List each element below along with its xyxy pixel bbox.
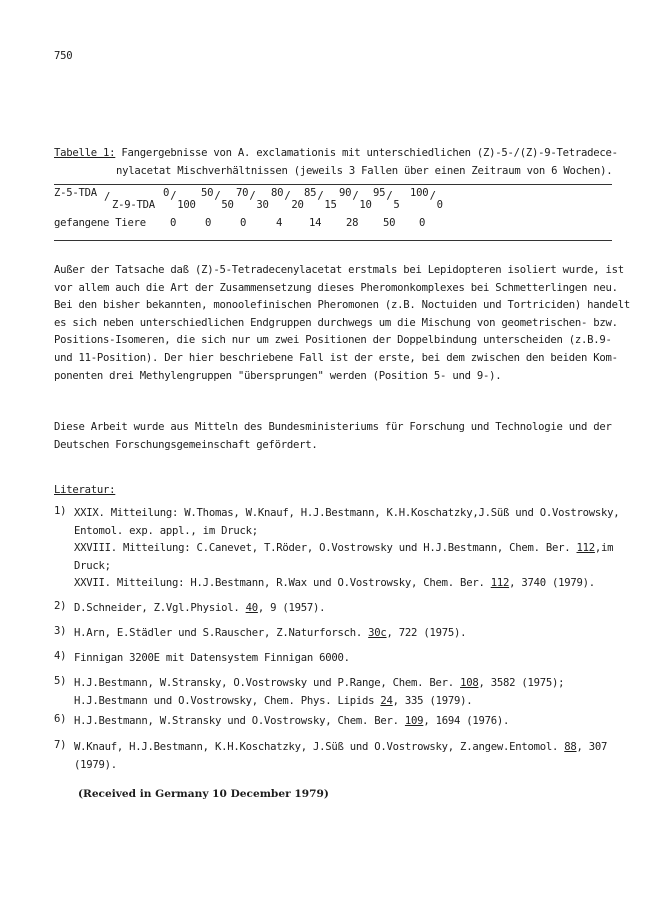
- reference-line: [74, 558, 619, 576]
- reference-segment: , 307: [576, 741, 608, 753]
- caption-line-2: nylacetat Mischverhältnissen (jeweils 3 Fallen über einen Zeitraum von 6 Wochen).: [116, 165, 613, 177]
- volume-number: 30c: [368, 627, 387, 639]
- ratio-numerator: 90: [339, 187, 352, 199]
- fraction-slash: /: [352, 190, 359, 202]
- reference-number: 4): [54, 650, 67, 662]
- reference-segment: Finnigan 3200E mit Datensystem Finnigan 6000.: [74, 652, 350, 664]
- body-paragraph-2: [54, 419, 616, 454]
- reference-segment: , 3582 (1975);: [478, 677, 565, 689]
- reference-line: [74, 693, 564, 711]
- reference-number: 5): [54, 675, 67, 687]
- fraction-slash: /: [284, 190, 291, 202]
- header-denominator: Z-9-TDA: [112, 199, 155, 211]
- ratio-numerator: 50: [201, 187, 214, 199]
- reference-number: 7): [54, 739, 67, 751]
- ratio-denominator: 30: [256, 199, 269, 211]
- reference-text: [74, 739, 607, 774]
- reference-line: [74, 600, 325, 618]
- count-cell: 50: [383, 217, 396, 229]
- ratio-denominator: 20: [291, 199, 304, 211]
- reference-segment: ,im: [594, 542, 614, 555]
- reference-line: [74, 713, 509, 731]
- table-top-rule: [54, 184, 612, 185]
- reference-segment: , 9 (1957).: [257, 602, 326, 614]
- reference-line: [74, 575, 619, 593]
- reference-segment: Druck;: [74, 559, 111, 572]
- ratio-numerator: 0: [163, 187, 170, 199]
- reference-text: [74, 505, 619, 593]
- ratio-denominator: 100: [177, 199, 196, 211]
- reference-line: [74, 505, 619, 523]
- reference-segment: H.J.Bestmann, W.Stransky und O.Vostrowsky, Chem. Ber.: [74, 715, 405, 727]
- count-cell: 4: [276, 217, 283, 229]
- volume-number: 88: [564, 741, 577, 753]
- fraction-slash: /: [170, 190, 177, 202]
- reference-number: 6): [54, 713, 67, 725]
- reference-line: [74, 625, 466, 643]
- paragraph-line: Bei den bisher bekannten, monoolefinischen Pheromonen (z.B. Noctuiden und Tortriciden) handelt: [54, 299, 631, 312]
- reference-line: [74, 523, 619, 541]
- fraction-slash: /: [317, 190, 324, 202]
- fraction-slash: /: [249, 190, 256, 202]
- reference-line: [74, 757, 607, 775]
- volume-number: 24: [380, 694, 393, 707]
- volume-number: 108: [460, 677, 479, 689]
- reference-segment: , 1694 (1976).: [423, 715, 510, 727]
- reference-segment: (1979).: [74, 758, 117, 771]
- ratio-numerator: 85: [304, 187, 317, 199]
- reference-line: [74, 675, 564, 693]
- count-cell: 14: [309, 217, 322, 229]
- volume-number: 112: [490, 577, 510, 590]
- body-paragraph-1: [54, 262, 631, 385]
- reference-line: [74, 650, 350, 668]
- volume-number: 40: [245, 602, 258, 614]
- reference-segment: H.J.Bestmann und O.Vostrowsky, Chem. Phys. Lipids: [74, 694, 381, 707]
- paragraph-line: Deutschen Forschungsgemeinschaft gefördert.: [54, 438, 318, 451]
- fraction-slash: /: [429, 190, 436, 202]
- reference-segment: H.Arn, E.Städler und S.Rauscher, Z.Naturforsch.: [74, 627, 369, 639]
- reference-segment: , 335 (1979).: [392, 694, 473, 707]
- reference-segment: XXIX. Mitteilung: W.Thomas, W.Knauf, H.J.Bestmann, K.H.Koschatzky,J.Süß und O.Vostrowsky,: [74, 507, 620, 519]
- reference-segment: W.Knauf, H.J.Bestmann, K.H.Koschatzky, J.Süß und O.Vostrowsky, Z.angew.Entomol.: [74, 741, 565, 753]
- count-cell: 0: [205, 217, 212, 229]
- reference-segment: H.J.Bestmann, W.Stransky, O.Vostrowsky und P.Range, Chem. Ber.: [74, 677, 461, 689]
- fraction-slash: /: [214, 190, 221, 202]
- reference-line: [74, 540, 619, 558]
- reference-number: 2): [54, 600, 67, 612]
- reference-text: [74, 625, 466, 643]
- ratio-denominator: 10: [359, 199, 372, 211]
- reference-segment: Entomol. exp. appl., im Druck;: [74, 524, 258, 537]
- table-caption: [54, 147, 618, 159]
- reference-line: [74, 739, 607, 757]
- reference-number: 1): [54, 505, 67, 517]
- count-cell: 28: [346, 217, 359, 229]
- ratio-numerator: 70: [236, 187, 249, 199]
- reference-text: [74, 675, 564, 710]
- paragraph-line: ponenten drei Methylengruppen "übersprungen" werden (Position 5- und 9-).: [54, 369, 502, 382]
- caption-line-1: Fangergebnisse von A. exclamationis mit unterschiedlichen (Z)-5-/(Z)-9-Tetradece-: [115, 147, 618, 159]
- reference-segment: D.Schneider, Z.Vgl.Physiol.: [74, 602, 246, 614]
- paragraph-line: Diese Arbeit wurde aus Mitteln des Bundesministeriums für Forschung und Technologie und der: [54, 421, 612, 433]
- table-bottom-rule: [54, 240, 612, 241]
- row-label: gefangene Tiere: [54, 217, 146, 229]
- paragraph-line: Positions-Isomeren, die sich nur um zwei Positionen der Doppelbindung unterscheiden (z.B.9-: [54, 334, 612, 347]
- literatur-heading: Literatur:: [54, 484, 116, 496]
- table-label: Tabelle 1:: [54, 147, 116, 159]
- reference-segment: , 722 (1975).: [386, 627, 467, 639]
- paragraph-line: und 11-Position). Der hier beschriebene Fall ist der erste, bei dem zwischen den beiden Kom-: [54, 351, 618, 364]
- reference-number: 3): [54, 625, 67, 637]
- count-cell: 0: [419, 217, 426, 229]
- fraction-slash: /: [104, 191, 111, 203]
- reference-segment: XXVIII. Mitteilung: C.Canevet, T.Röder, O.Vostrowsky und H.J.Bestmann, Chem. Ber.: [74, 542, 577, 555]
- ratio-denominator: 5: [393, 199, 400, 211]
- reference-text: [74, 600, 325, 618]
- received-note: (Received in Germany 10 December 1979): [78, 788, 329, 800]
- reference-text: [74, 713, 509, 731]
- volume-number: 109: [404, 715, 424, 727]
- reference-text: [74, 650, 350, 668]
- ratio-numerator: 95: [373, 187, 386, 199]
- count-cell: 0: [170, 217, 177, 229]
- ratio-denominator: 0: [436, 199, 443, 211]
- volume-number: 112: [576, 542, 595, 555]
- ratio-denominator: 15: [324, 199, 337, 211]
- paragraph-line: Außer der Tatsache daß (Z)-5-Tetradecenylacetat erstmals bei Lepidopteren isoliert wurde, ist: [54, 264, 624, 276]
- ratio-denominator: 50: [221, 199, 234, 211]
- fraction-slash: /: [386, 190, 393, 202]
- paragraph-line: vor allem auch die Art der Zusammensetzung dieses Pheromonkomplexes bei Schmetterlingen neu.: [54, 281, 618, 294]
- ratio-numerator: 80: [271, 187, 284, 199]
- page-number: 750: [54, 50, 73, 62]
- ratio-numerator: 100: [410, 187, 429, 199]
- paragraph-line: es sich neben unterschiedlichen Endgruppen durchwegs um die Mischung von geometrischen- bzw.: [54, 316, 618, 329]
- count-cell: 0: [240, 217, 247, 229]
- reference-segment: , 3740 (1979).: [509, 577, 595, 590]
- reference-segment: XXVII. Mitteilung: H.J.Bestmann, R.Wax und O.Vostrowsky, Chem. Ber.: [74, 577, 491, 590]
- header-numerator: Z-5-TDA: [54, 187, 97, 199]
